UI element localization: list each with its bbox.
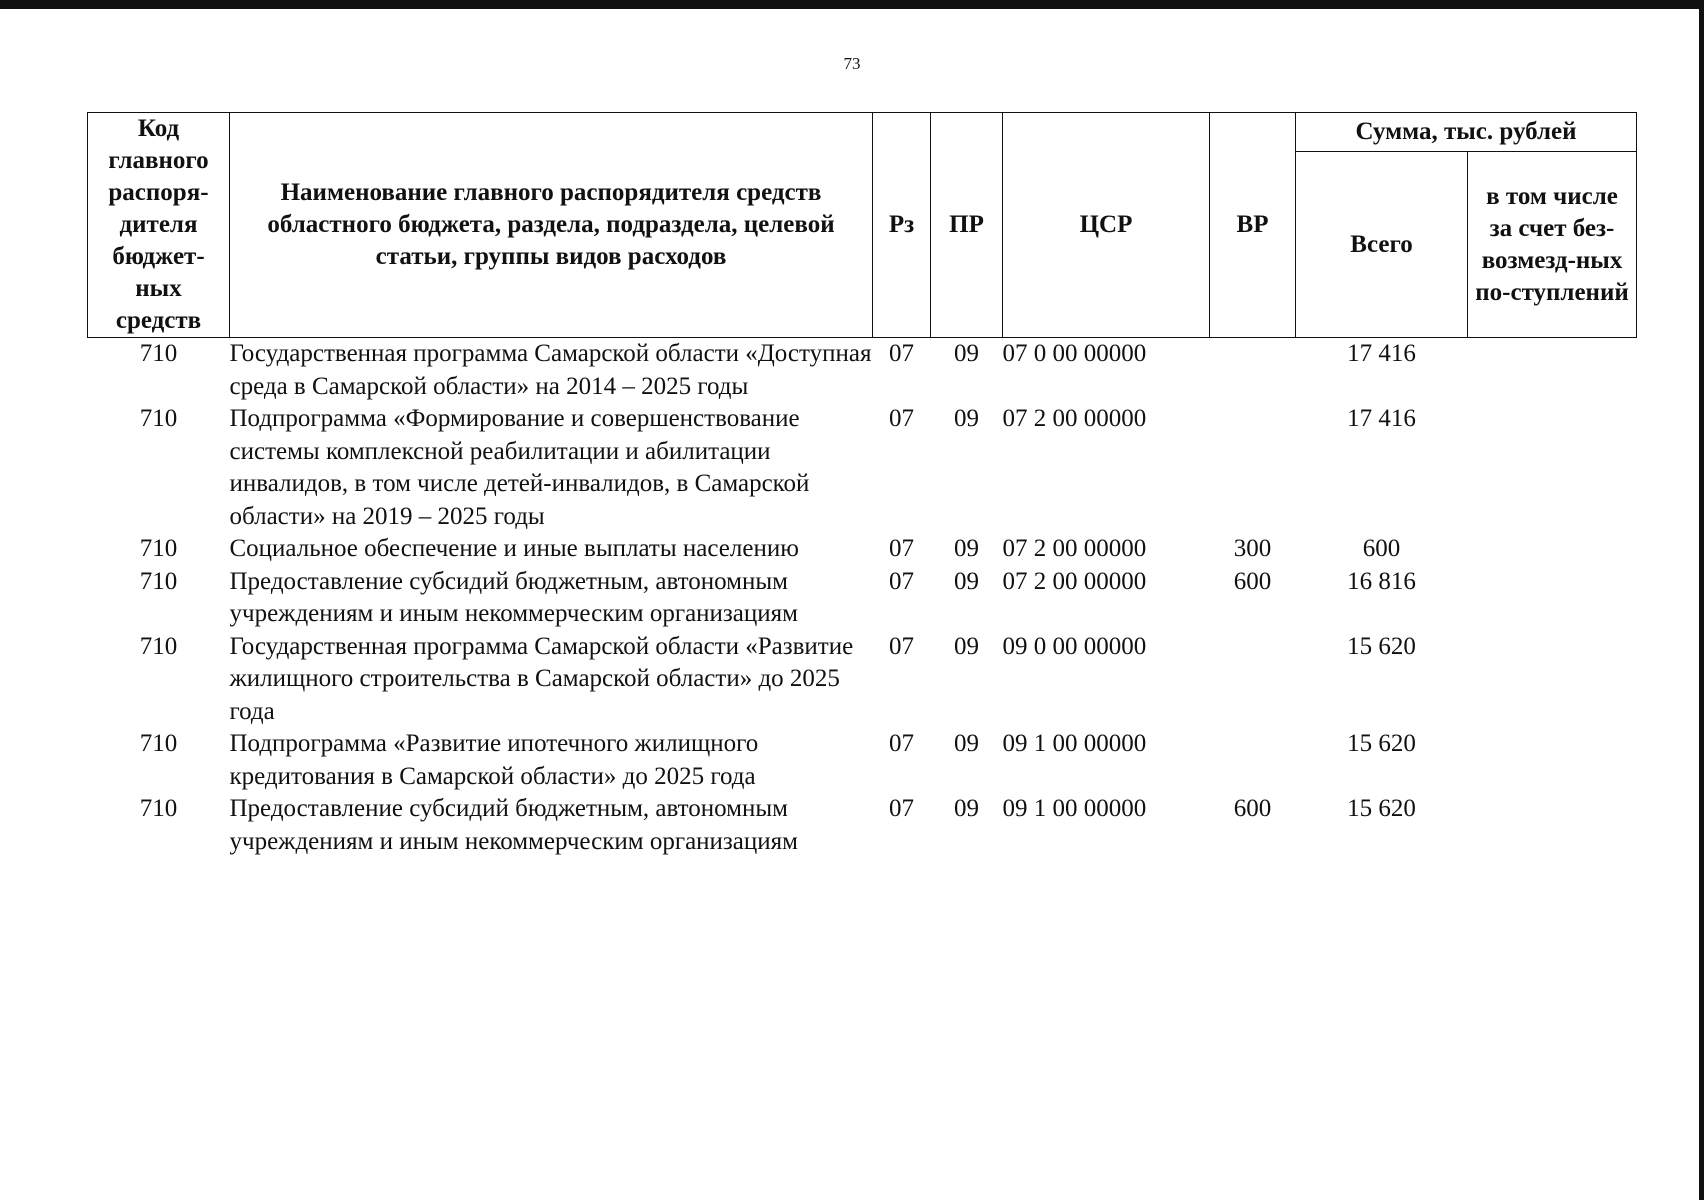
cell-code: 710 [139, 535, 178, 562]
cell-pr: 09 [954, 567, 979, 595]
cell-csr: 09 1 00 00000 [1002, 795, 1147, 822]
header-code: Код главного распоря-дителя бюджет-ных средств [88, 113, 230, 338]
header-gratuitous: в том числе за счет без-возмезд-ных по-ступлений [1468, 152, 1637, 338]
cell-total: 15 620 [1347, 632, 1416, 660]
cell-pr: 09 [954, 632, 979, 660]
cell-csr: 07 0 00 00000 [1002, 340, 1147, 367]
cell-vr [1210, 728, 1296, 793]
cell-name: Подпрограмма «Формирование и совершенствование системы комплексной реабилитации и абилитации инвалидов, в том числе детей-инвалидов, в Самарской области» на 2019 – 2025 годы [229, 405, 810, 530]
cell-name: Подпрограмма «Развитие ипотечного жилищного кредитования в Самарской области» до 2025 года [229, 730, 759, 790]
cell-csr: 07 2 00 00000 [1002, 535, 1147, 562]
cell-gratuitous [1468, 728, 1637, 793]
cell-total: 15 620 [1347, 730, 1416, 757]
cell-total: 15 620 [1347, 795, 1416, 822]
cell-rz: 07 [889, 730, 914, 757]
table-body [88, 338, 1637, 859]
cell-name: Социальное обеспечение и иные выплаты населению [229, 535, 799, 562]
cell-vr: 600 [1233, 795, 1272, 822]
page-number: 73 [843, 54, 861, 73]
table-row [88, 728, 1637, 793]
cell-gratuitous [1468, 338, 1637, 404]
cell-vr: 600 [1233, 567, 1272, 595]
cell-rz: 07 [889, 632, 914, 660]
cell-rz: 07 [889, 795, 914, 822]
cell-gratuitous [1468, 566, 1637, 631]
table-row [88, 566, 1637, 631]
cell-gratuitous [1468, 793, 1637, 858]
cell-pr: 09 [954, 730, 979, 757]
cell-code: 710 [139, 632, 178, 660]
cell-code: 710 [139, 405, 178, 432]
budget-table [87, 112, 1637, 858]
cell-csr: 09 0 00 00000 [1002, 632, 1147, 660]
table-row [88, 533, 1637, 566]
header-name: Наименование главного распорядителя средств областного бюджета, раздела, подраздела, целевой статьи, группы видов расходов [230, 113, 873, 338]
header-total: Всего [1296, 152, 1468, 338]
top-border-line [0, 0, 1704, 9]
cell-vr [1210, 338, 1296, 404]
cell-total: 17 416 [1347, 405, 1416, 432]
header-vr: ВР [1210, 113, 1296, 338]
table-header [88, 113, 1637, 338]
header-rz: Рз [873, 113, 931, 338]
cell-rz: 07 [889, 340, 914, 367]
header-sum: Сумма, тыс. рублей [1296, 113, 1637, 152]
cell-code: 710 [139, 567, 178, 595]
cell-code: 710 [139, 340, 178, 367]
cell-gratuitous [1468, 533, 1637, 566]
table-row [88, 631, 1637, 729]
table-row [88, 403, 1637, 533]
cell-vr [1210, 631, 1296, 729]
cell-csr: 07 2 00 00000 [1002, 567, 1147, 595]
cell-total: 16 816 [1347, 567, 1416, 595]
cell-total: 17 416 [1347, 340, 1416, 367]
cell-pr: 09 [954, 795, 979, 822]
table-row [88, 338, 1637, 404]
cell-gratuitous [1468, 403, 1637, 533]
cell-pr: 09 [954, 405, 979, 432]
cell-code: 710 [139, 795, 178, 822]
header-csr: ЦСР [1003, 113, 1210, 338]
table-row [88, 793, 1637, 858]
cell-csr: 09 1 00 00000 [1002, 730, 1147, 757]
cell-gratuitous [1468, 631, 1637, 729]
cell-rz: 07 [889, 567, 914, 595]
right-border-line [1699, 0, 1704, 1200]
cell-name: Предоставление субсидий бюджетным, автономным учреждениям и иным некоммерческим организациям [229, 795, 798, 855]
cell-pr: 09 [954, 535, 979, 562]
cell-vr [1210, 403, 1296, 533]
header-pr: ПР [931, 113, 1003, 338]
cell-csr: 07 2 00 00000 [1002, 405, 1147, 432]
cell-vr: 300 [1233, 535, 1272, 562]
cell-name: Предоставление субсидий бюджетным, автономным учреждениям и иным некоммерческим организациям [229, 567, 798, 627]
cell-rz: 07 [889, 405, 914, 432]
cell-code: 710 [139, 730, 178, 757]
cell-name: Государственная программа Самарской области «Доступная среда в Самарской области» на 2014 – 2025 годы [229, 340, 872, 400]
cell-pr: 09 [954, 340, 979, 367]
cell-rz: 07 [889, 535, 914, 562]
cell-total: 600 [1362, 535, 1401, 562]
cell-name: Государственная программа Самарской области «Развитие жилищного строительства в Самарской области» до 2025 года [229, 632, 854, 725]
